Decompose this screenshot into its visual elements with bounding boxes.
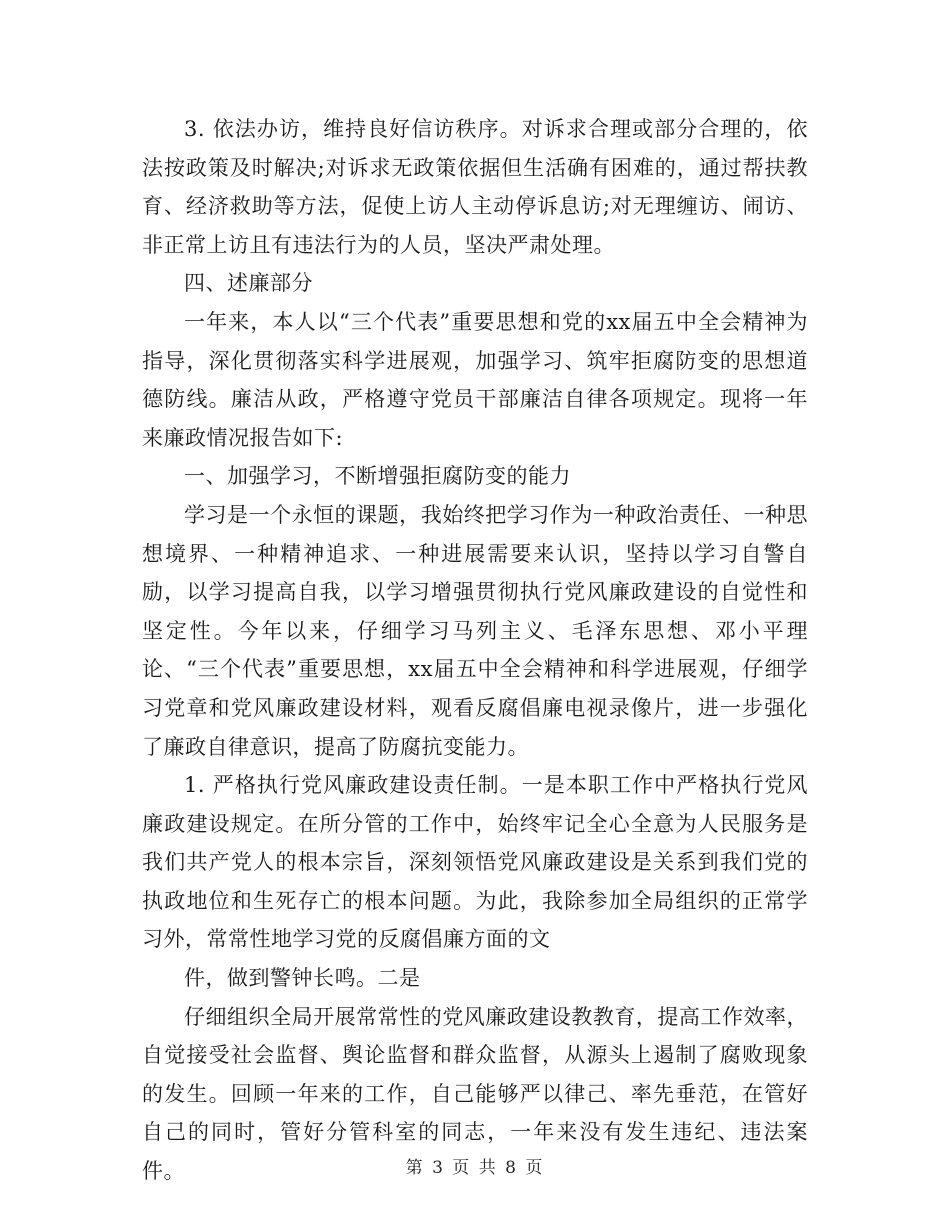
- paragraph-integrity-intro: 一年来，本人以“三个代表”重要思想和党的xx届五中全会精神为指导，深化贯彻落实科学进展观，加强学习、筑牢拒腐防变的思想道德防线。廉洁从政，严格遵守党员干部廉洁自律各项规定。现将一年来廉政情况报告如下:: [142, 309, 808, 450]
- page-number-footer: 第 3 页 共 8 页: [405, 1158, 545, 1178]
- document-body: [142, 110, 808, 1191]
- paragraph-education-review: 仔细组织全局开展常常性的党风廉政建设教教育，提高工作效率，自觉接受社会监督、舆论监督和群众监督，从源头上遏制了腐败现象的发生。回顾一年来的工作，自己能够严以律己、率先垂范，在管好自己的同时，管好分管科室的同志，一年来没有发生违纪、违法案件。: [142, 1004, 808, 1184]
- section-heading-integrity: 四、述廉部分: [184, 271, 313, 296]
- paragraph-petition-handling: 3. 依法办访，维持良好信访秩序。对诉求合理或部分合理的，依法按政策及时解决;对诉求无政策依据但生活确有困难的，通过帮扶教育、经济救助等方法，促使上访人主动停诉息访;对无理缠访、闹访、非正常上访且有违法行为的人员，坚决严肃处理。: [142, 117, 808, 257]
- paragraph-learning: 学习是一个永恒的课题，我始终把学习作为一种政治责任、一种思想境界、一种精神追求、一种进展需要来认识，坚持以学习自警自励，以学习提高自我，以学习增强贯彻执行党风廉政建设的自觉性和坚定性。今年以来，仔细学习马列主义、毛泽东思想、邓小平理论、“三个代表”重要思想，xx届五中全会精神和科学进展观，仔细学习党章和党风廉政建设材料，观看反腐倡廉电视录像片，进一步强化了廉政自律意识，提高了防腐抗变能力。: [142, 502, 808, 759]
- paragraph-alarm-bell: 件，做到警钟长鸣。二是: [184, 966, 421, 991]
- subheading-strengthen-learning: 一、加强学习，不断增强拒腐防变的能力: [184, 464, 571, 489]
- paragraph-responsibility-system: 1. 严格执行党风廉政建设责任制。一是本职工作中严格执行党风廉政建设规定。在所分管的工作中，始终牢记全心全意为人民服务是我们共产党人的根本宗旨，深刻领悟党风廉政建设是关系到我们党的执政地位和生死存亡的根本问题。为此，我除参加全局组织的正常学习外，常常性地学习党的反腐倡廉方面的文: [142, 773, 808, 952]
